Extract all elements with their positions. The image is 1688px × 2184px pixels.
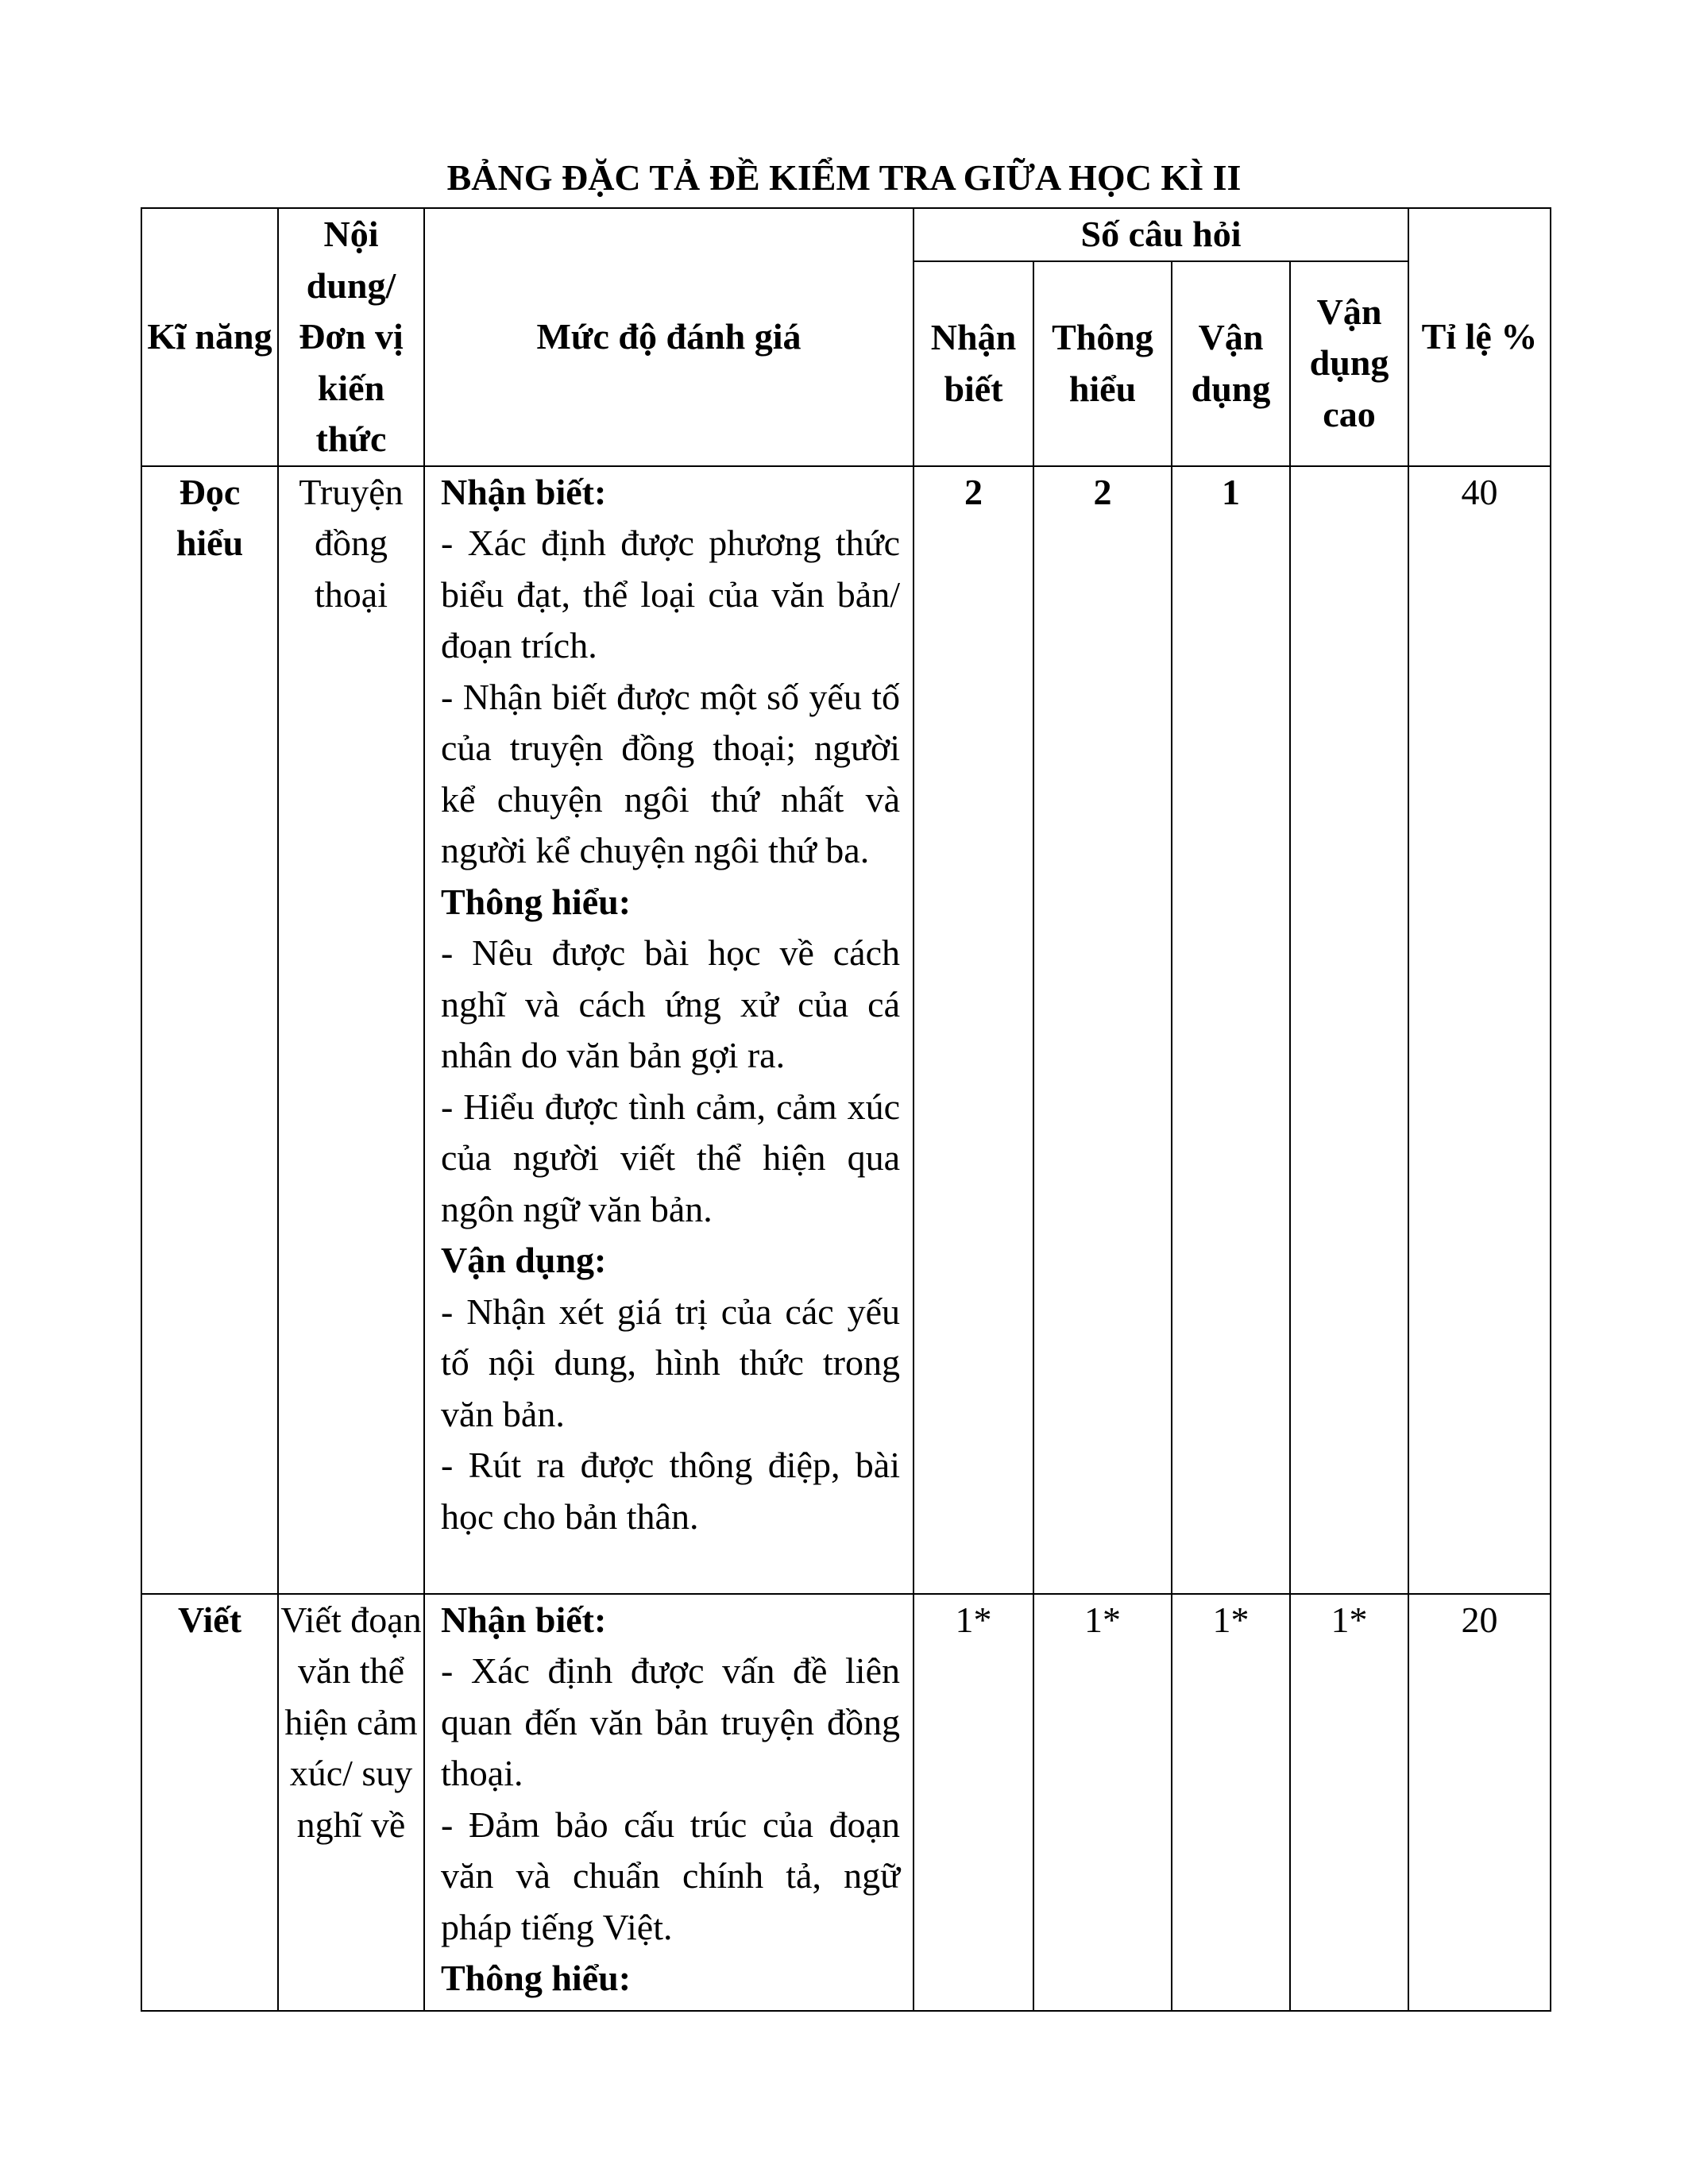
table-row [141,466,1551,1594]
recognize-count: 2 [914,466,1033,1594]
criteria-line: - Xác định được vấn đề liên quan đến văn bản truyện đồng thoại. [441,1650,900,1793]
criteria-cell [424,466,914,1594]
percent-value: 40 [1408,466,1551,1594]
page-title: BẢNG ĐẶC TẢ ĐỀ KIỂM TRA GIỮA HỌC KÌ II [446,157,1242,198]
criteria-heading: Nhận biết: [441,471,607,512]
criteria-line: - Nhận xét giá trị của các yếu tố nội dung, hình thức trong văn bản. [441,1291,900,1434]
header-understand: Thông hiểu [1033,261,1172,466]
header-content-unit: Nội dung/ Đơn vị kiến thức [278,208,424,466]
criteria-line: - Đảm bảo cấu trúc của đoạn văn và chuẩn chính tả, ngữ pháp tiếng Việt. [441,1804,900,1947]
skill-cell: Đọc hiểu [141,466,278,1594]
apply-count: 1* [1172,1594,1290,2011]
criteria-heading: Vận dụng: [441,1240,607,1280]
apply-count: 1 [1172,466,1290,1594]
apply-high-count: 1* [1290,1594,1408,2011]
recognize-count: 1* [914,1594,1033,2011]
percent-value: 20 [1408,1594,1551,2011]
specification-table [141,207,1551,2012]
header-apply: Vận dụng [1172,261,1290,466]
criteria-heading: Nhận biết: [441,1599,607,1640]
skill-cell: Viết [141,1594,278,2011]
content-cell: Viết đoạn văn thể hiện cảm xúc/ suy nghĩ về [278,1594,424,2011]
criteria-line: - Rút ra được thông điệp, bài học cho bản thân. [441,1445,900,1537]
apply-high-count [1290,466,1408,1594]
criteria-line: - Xác định được phương thức biểu đạt, thể loại của văn bản/ đoạn trích. [441,523,900,666]
header-skill: Kĩ năng [141,208,278,466]
header-apply-high: Vận dụng cao [1290,261,1408,466]
criteria-heading: Thông hiểu: [441,1958,632,1998]
header-question-count: Số câu hỏi [914,208,1408,261]
understand-count: 2 [1033,466,1172,1594]
criteria-heading: Thông hiểu: [441,881,632,922]
criteria-line: - Nhận biết được một số yếu tố của truyện đồng thoại; người kể chuyện ngôi thứ nhất và người kể chuyện ngôi thứ ba. [441,676,900,870]
understand-count: 1* [1033,1594,1172,2011]
criteria-line: - Nêu được bài học về cách nghĩ và cách ứng xử của cá nhân do văn bản gợi ra. [441,932,900,1075]
content-cell: Truyện đồng thoại [278,466,424,1594]
header-row [141,208,1551,261]
header-recognize: Nhận biết [914,261,1033,466]
header-percent: Tỉ lệ % [1408,208,1551,466]
criteria-cell [424,1594,914,2011]
header-assessment-level: Mức độ đánh giá [424,208,914,466]
criteria-line: - Hiểu được tình cảm, cảm xúc của người viết thể hiện qua ngôn ngữ văn bản. [441,1086,900,1229]
table-row [141,1594,1551,2011]
